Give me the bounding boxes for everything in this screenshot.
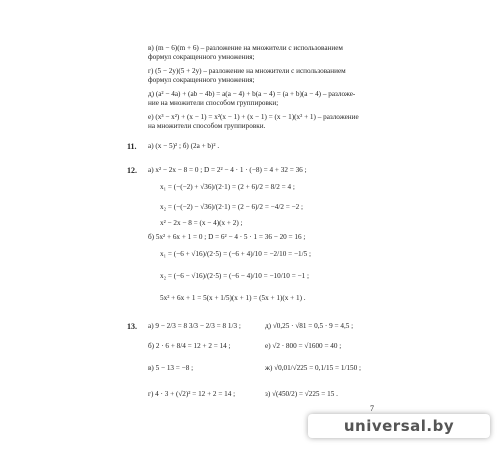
problem-12-a-line1: а) x² − 2x − 8 = 0 ; D = 2² − 4 · 1 · (−8) = 4 + 32 = 36 ; [148,166,307,174]
problem-13-number: 13. [127,322,137,331]
item-v-line2: формул сокращенного умножения; [148,53,255,61]
problem-12-number: 12. [127,166,137,175]
problem-12-b-line3: x₂ = (−6 − √16)/(2·5) = (−6 − 4)/10 = −10/10 = −1 ; [160,272,309,280]
problem-11-text: а) (x − 5)² ; б) (2a + b)² . [148,142,220,150]
problem-12-a-line4: x² − 2x − 8 = (x − 4)(x + 2) ; [160,219,243,227]
problem-13-g: г) 4 · 3 + (√2)² = 12 + 2 = 14 ; [148,390,236,398]
item-d-line1: д) (a² − 4a) + (ab − 4b) = a(a − 4) + b(a − 4) = (a + b)(a − 4) – разложе- [148,90,356,98]
item-v-line1: в) (m − 6)(m + 6) – разложение на множители с использованием [148,44,343,52]
item-e-line2: на множители способом группировки. [148,122,266,130]
watermark-badge [308,414,490,438]
problem-12-b-line2: x₁ = (−6 + √16)/(2·5) = (−6 + 4)/10 = −2/10 = −1/5 ; [160,250,311,258]
problem-13-v: в) 5 − 13 = −8 ; [148,364,194,372]
item-g-line2: формул сокращенного умножения; [148,76,255,84]
item-e-line1: е) (x³ − x²) + (x − 1) = x²(x − 1) + (x − 1) = (x − 1)(x² + 1) – разложение [148,113,359,121]
problem-13-zh: ж) √0,01/√225 = 0,1/15 = 1/150 ; [265,364,362,372]
problem-12-a-line2: x₁ = (−(−2) + √36)/(2·1) = (2 + 6)/2 = 8/2 = 4 ; [160,183,295,191]
problem-13-e: е) √2 · 800 = √1600 = 40 ; [265,342,342,350]
item-d-line2: ние на множители способом группировки; [148,99,279,107]
problem-12-b-line4: 5x² + 6x + 1 = 5(x + 1/5)(x + 1) = (5x + 1)(x + 1) . [160,294,306,302]
problem-13-d: д) √0,25 · √81 = 0,5 · 9 = 4,5 ; [265,322,354,330]
problem-13-z: з) √(450/2) = √225 = 15 . [265,390,338,398]
problem-11-number: 11. [127,142,137,151]
page-number: 7 [370,404,374,413]
item-g-line1: г) (5 − 2y)(5 + 2y) – разложение на множители с использованием [148,67,346,75]
problem-12-b-line1: б) 5x² + 6x + 1 = 0 ; D = 6² − 4 · 5 · 1 = 36 − 20 = 16 ; [148,233,306,241]
problem-12-a-line3: x₂ = (−(−2) − √36)/(2·1) = (2 − 6)/2 = −4/2 = −2 ; [160,203,303,211]
problem-13-a: а) 9 − 2/3 = 8 3/3 − 2/3 = 8 1/3 ; [148,322,241,330]
problem-13-b: б) 2 · 6 + 8/4 = 12 + 2 = 14 ; [148,342,231,350]
watermark-text: universal.by [343,417,455,435]
